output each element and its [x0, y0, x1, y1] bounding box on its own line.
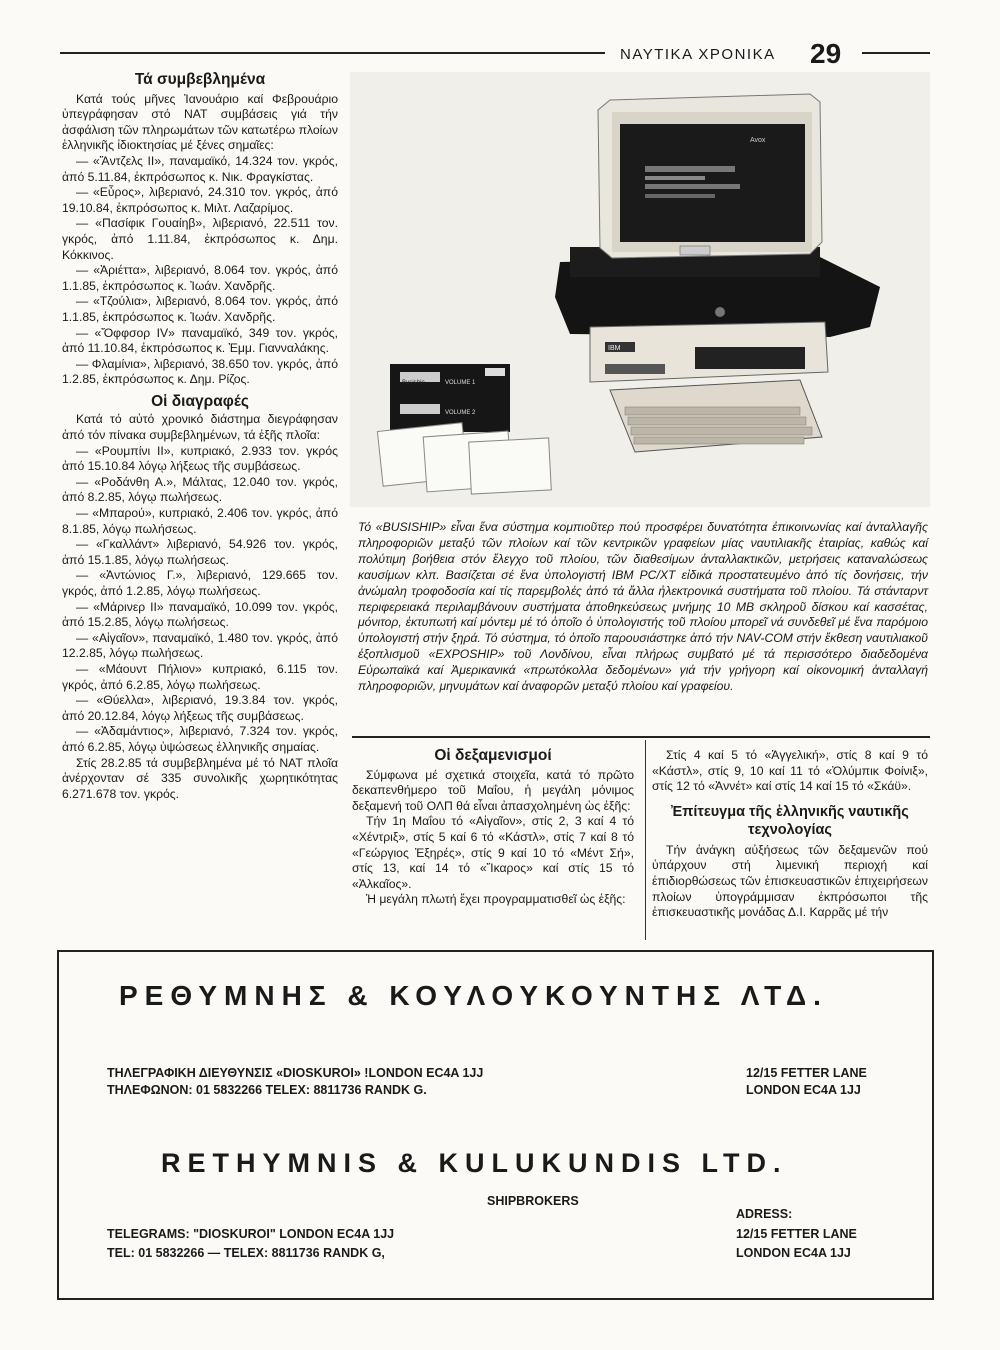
ad-greek-phone: ΤΗΛΕΦΩΝΟΝ: 01 5832266 TELEX: 8811736 RANDK G.	[107, 1083, 427, 1097]
ad-greek-telegraph: ΤΗΛΕΓΡΑΦΙΚΗ ΔΙΕΥΘΥΝΣΙΣ «DIOSKUROI» !LONDON EC4A 1JJ	[107, 1066, 484, 1080]
photo-caption: Τό «BUSISHIP» εἶναι ἕνα σύστημα κομπιοῦτερ πού προσφέρει δυνατότητα ἐπικοινωνίας καί ἀνταλλαγῆς πληροφοριῶν μεταξύ τῶν πλοίων καί τῶν κεντρικῶν γραφείων μίας ναυτιλιακῆς ἑταιρίας, καθώς καί πολύτιμη βοήθεια στόν ἔλεγχο τοῦ πλοίου, τῶν διαθεσίμων ἀνταλλακτικῶν, μετρήσεις καταναλώσεως καυσίμων κλπ. Βασίζεται σέ ἕνα ὑπολογιστή IBM PC/XT εἰδικά προστατευμένο ἀπό τίς δονήσεις, τήν ἀνώμαλη τροφοδοσία καί τίς παρεμβολές ἀπό τά ἄλλα ἠλεκτρονικά συστήματα τοῦ πλοίου. Τά στάνταρντ περιφερειακά περιλαμβάνουν συστήματα ἀποθηκεύσεως μνήμης 10 MB σκληροῦ δίσκου καί κασσέτας, μόνιτορ, ἐκτυπωτή καί μόντεμ μέ τό ὁποῖο ὁ ὑπολογιστής τοῦ πλοίου μπορεῖ νά συνδεθεῖ μέ ἕνα παρόμοιο ὑπολογιστή στήν ξηρά. Τό σύστημα, τό ὁποῖο παρουσιάστηκε ἀπό τήν NAV-COM στήν ἔκθεση ναυτιλιακοῦ ἐξοπλισμοῦ «EXPOSHIP» τοῦ Λονδίνου, εἶναι πλήρως συμβατό μέ τά περισσότερο διαδεδομένα Εὐρωπαϊκά καί Ἀμερικανικά «πρωτόκολλα δεδομένων» γιά τήν γρήγορη καί οἰκονομική ἀνταλλαγή πληροφοριῶν, μηνυμάτων καί ἀναφορῶν μεταξύ πλοίου καί γραφείου.	[358, 520, 928, 694]
pc-brand: IBM	[608, 345, 621, 352]
list-item: — «Γκαλλάντ» λιβεριανό, 54.926 τον. γκρός, ἀπό 15.1.85, λόγῳ πωλήσεως.	[62, 537, 338, 567]
paragraph: Στίς 4 καί 5 τό «Ἀγγελική», στίς 8 καί 9 τό «Κάστλ», στίς 9, 10 καί 11 τό «Ὀλύμπικ Φοίνιξ», στίς 12 τό «Ἀννέτ» καί στίς 14 καί 15 τό «Σκάϋ».	[652, 748, 928, 794]
header-rule-right	[862, 52, 930, 54]
floppy-label: Busiship	[402, 380, 425, 386]
page-number: 29	[810, 38, 842, 69]
list-item: — «Αἰγαῖον», παναμαϊκό, 1.480 τον. γκρός, ἀπό 12.2.85, λόγῳ πωλήσεως.	[62, 630, 338, 661]
list-item: — «Ἀδαμάντιος», λιβεριανό, 7.324 τον. γκρός, ἀπό 6.2.85, λόγῳ ὑψώσεως ἑλληνικῆς σημαίας.	[62, 724, 338, 754]
ad-english-address-2: LONDON EC4A 1JJ	[736, 1246, 851, 1260]
list-item: — «Ροδάνθη Α.», Μάλτας, 12.040 τον. γκρός, ἀπό 8.2.85, λόγῳ πωλήσεως.	[62, 474, 338, 505]
ad-shipbrokers: SHIPBROKERS	[487, 1194, 579, 1208]
section-title-deletions: Οἱ διαγραφές	[151, 392, 249, 410]
section-title-drydocks: Οἱ δεξαμενισμοί	[434, 747, 552, 764]
section-divider	[352, 736, 930, 738]
photo	[350, 72, 930, 507]
ad-english-telegrams: TELEGRAMS: "DIOSKUROI" LONDON EC4A 1JJ	[107, 1227, 395, 1241]
box-label-volume-2: VOLUME 2	[445, 410, 476, 416]
list-item: — «Μάρινερ ΙΙ» παναμαϊκό, 10.099 τον. γκρός, ἀπό 15.2.85, λόγῳ πωλήσεως.	[62, 599, 338, 630]
section-title-contracts: Τά συμβεβλημένα	[134, 71, 266, 88]
paragraph: Κατά τό αὐτό χρονικό διάστημα διεγράφησαν ἀπό τόν πίνακα συμβεβλημένων, τά ἑξῆς πλοῖα:	[62, 412, 338, 443]
list-item: — «Πασίφικ Γουαίηβ», λιβεριανό, 22.511 τον. γκρός, ἀπό 1.11.84, ἐκπρόσωπος κ. Δημ. Κόκκινος.	[62, 216, 338, 262]
list-item: — «Εὖρος», λιβεριανό, 24.310 τον. γκρός, ἀπό 19.10.84, ἐκπρόσωπος κ. Μιλτ. Λαζαρίμος.	[62, 185, 338, 215]
paragraph: Σύμφωνα μέ σχετικά στοιχεῖα, κατά τό πρῶτο δεκαπενθήμερο τοῦ Μαΐου, ἡ μεγάλη μόνιμος δεξαμενή τοῦ ΟΛΠ θά εἶναι ἀπασχολημένη ὡς ἑξῆς:	[352, 767, 634, 813]
left-column	[62, 72, 338, 802]
box-label-volume-1: VOLUME 1	[445, 380, 476, 386]
advertisement	[57, 950, 934, 1300]
list-item: — «Μάουντ Πήλιον» κυπριακό, 6.115 τον. γκρός, ἀπό 6.2.85, λόγῳ πωλήσεως.	[62, 661, 338, 692]
list-item: — «Μπαρού», κυπριακό, 2.406 τον. γκρός, ἀπό 8.1.85, λόγῳ πωλήσεως.	[62, 506, 338, 536]
middle-column	[352, 748, 634, 908]
header-rule-left	[60, 52, 605, 54]
list-item: — «Ρουμπίνι ΙΙ», κυπριακό, 2.933 τον. γκρός ἀπό 15.10.84 λόγῳ λήξεως τῆς συμβάσεως.	[62, 443, 338, 474]
list-item: — «Θύελλα», λιβεριανό, 19.3.84 τον. γκρός, ἀπό 20.12.84, λόγῳ λήξεως τῆς συμβάσεως.	[62, 693, 338, 723]
screen-brand: Avox	[750, 137, 766, 144]
ad-english-address-1: 12/15 FETTER LANE	[736, 1227, 857, 1241]
ad-english-phone: TEL: 01 5832266 — TELEX: 8811736 RANDK G,	[107, 1246, 385, 1260]
ad-greek-address-2: LONDON EC4A 1JJ	[746, 1083, 861, 1097]
list-item: — «Ἀριέττα», λιβεριανό, 8.064 τον. γκρός, ἀπό 1.1.85, ἐκπρόσωπος κ. Ἰωάν. Χανδρῆς.	[62, 263, 338, 293]
paragraph: Ἡ μεγάλη πλωτή ἔχει προγραμματισθεῖ ὡς ἑξῆς:	[366, 892, 626, 907]
list-item: — «Ἀντώνιος Γ.», λιβεριανό, 129.665 τον. γκρός, ἀπό 1.2.85, λόγῳ πωλήσεως.	[62, 568, 338, 598]
list-item: — Φλαμίνια», λιβεριανό, 38.650 τον. γκρός, ἀπό 1.2.85, ἐκπρόσωπος κ. Δημ. Ρίζος.	[62, 356, 338, 387]
paragraph: Στίς 28.2.85 τά συμβεβλημένα μέ τό ΝΑΤ πλοῖα ἀνέρχονταν σέ 335 συνολικῆς χωρητικότητας 6.271.678 τον. γκρός.	[62, 755, 338, 801]
ad-english-company: RETHYMNIS & KULUKUNDIS LTD.	[161, 1148, 788, 1178]
right-column	[652, 748, 928, 921]
magazine-title: ΝΑΥΤΙΚΑ ΧΡΟΝΙΚΑ	[620, 46, 776, 63]
list-item: — «Τζούλια», λιβεριανό, 8.064 τον. γκρός, ἀπό 1.1.85, ἐκπρόσωπος κ. Ἰωάν. Χανδρῆς.	[62, 294, 338, 324]
section-title-achievement: Ἐπίτευγμα τῆς ἑλληνικῆς ναυτικῆς τεχνολογίας	[671, 803, 909, 838]
paragraph: Τήν 1η Μαΐου τό «Αἰγαῖον», στίς 2, 3 καί 4 τό «Χέντριξ», στίς 5 καί 6 τό «Κάστλ», στίς 7 καί 8 τό «Γεώργιος Ἐξηρές», στίς 9 καί 10 τό «Μέντ Σή», στίς 13, καί 14 τό «Ἴκαρος» καί στίς 15 τό «Ἀλκαῖος».	[352, 814, 634, 891]
ad-adress-label: ADRESS:	[736, 1207, 793, 1221]
list-item: — «Ὄφφσορ IV» παναμαϊκό, 349 τον. γκρός, ἀπό 11.10.84, ἐκπρόσωπος κ. Ἐμμ. Γιανναλάκης.	[62, 325, 338, 356]
paragraph: Τήν ἀνάγκη αὐξήσεως τῶν δεξαμενῶν πού ὑπάρχουν στή λιμενική περιοχή καί ἐπιδιορθώσεως τῶν ἐπισκευαστικῶν ἐπιχειρήσεων πλοίων ὑπογράμμισαν ἐκπρόσωποι τῆς ἐπισκευαστικῆς μονάδας Δ.Ι. Καρρᾶς μέ τήν	[652, 842, 928, 920]
column-divider	[645, 740, 646, 940]
paragraph: Κατά τούς μῆνες Ἰανουάριο καί Φεβρουάριο ὑπεγράφησαν στό ΝΑΤ συμβάσεις γιά τήν ἀσφάλιση τῶν πληρωμάτων τῶν κατωτέρω πλοίων ἑλληνικῆς ἰδιοκτησίας μέ ξένες σημαῖες:	[62, 91, 338, 153]
computer-photo	[350, 72, 930, 507]
list-item: — «Ἄντζελς ΙΙ», παναμαϊκό, 14.324 τον. γκρός, ἀπό 5.11.84, ἐκπρόσωπος κ. Νικ. Φραγκίστας.	[62, 153, 338, 184]
ad-greek-address-1: 12/15 FETTER LANE	[746, 1066, 867, 1080]
ad-greek-company: ΡΕΘΥΜΝΗΣ & ΚΟΥΛΟΥΚΟΥΝΤΗΣ ΛΤΔ.	[119, 980, 828, 1011]
